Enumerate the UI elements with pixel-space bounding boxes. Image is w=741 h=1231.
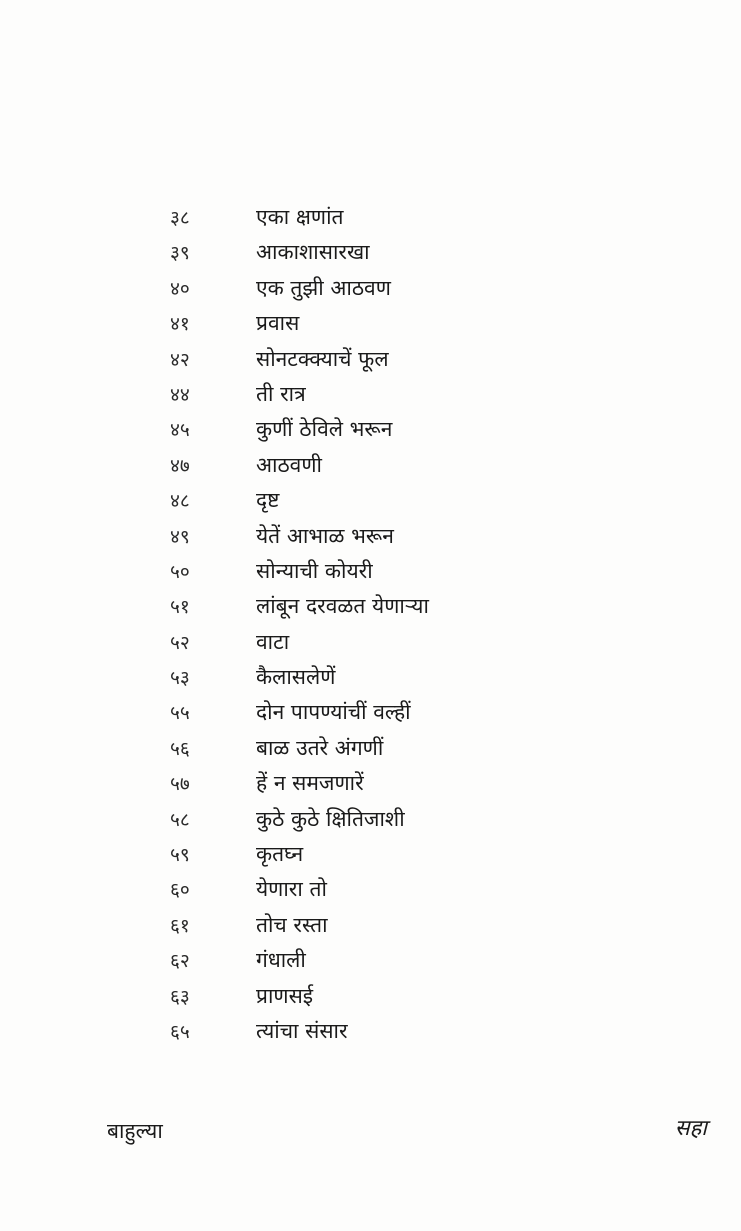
toc-page-number: ३९: [170, 242, 190, 265]
toc-entry: [170, 554, 650, 589]
toc-title: कुठे कुठे क्षितिजाशी: [256, 806, 405, 831]
toc-entry: [170, 837, 650, 872]
toc-entry: [170, 979, 650, 1014]
toc-entry: [170, 908, 650, 943]
toc-title: येतें आभाळ भरून: [256, 523, 394, 548]
toc-title: हें न समजणारें: [256, 771, 364, 796]
toc-page-number: ५५: [170, 702, 190, 725]
toc-page-number: ६५: [170, 1020, 190, 1043]
toc-entry: [170, 589, 650, 624]
footer-book-title: बाहुल्या: [107, 1119, 163, 1143]
toc-page-number: ५३: [170, 667, 190, 690]
toc-title: त्यांचा संसार: [256, 1018, 348, 1043]
toc-page-number: ६१: [170, 914, 190, 937]
toc-entry: [170, 660, 650, 695]
toc-entry: [170, 200, 650, 235]
toc-page-number: ५८: [170, 808, 190, 831]
toc-page-number: ४०: [170, 277, 190, 300]
toc-page-number: ५१: [170, 596, 190, 619]
toc-page-number: ५२: [170, 631, 190, 654]
toc-title: सोनटक्क्याचें फूल: [256, 346, 389, 371]
toc-entry: [170, 1014, 650, 1049]
toc-entry: [170, 483, 650, 518]
toc-page-number: ५०: [170, 560, 190, 583]
toc-title: दोन पापण्यांचीं वल्हीं: [256, 700, 411, 725]
toc-page-number: ४८: [170, 490, 190, 513]
toc-entry: [170, 731, 650, 766]
toc-page-number: ६३: [170, 985, 190, 1008]
toc-entry: [170, 943, 650, 978]
toc-title: येणारा तो: [256, 877, 327, 902]
toc-entry: [170, 306, 650, 341]
toc-title: दृष्ट: [256, 488, 280, 513]
table-of-contents: [170, 200, 650, 1049]
toc-page-number: ५९: [170, 844, 190, 867]
toc-title: बाळ उतरे अंगणीं: [256, 735, 384, 760]
toc-title: प्राणसई: [256, 983, 314, 1008]
toc-title: कृतघ्न: [256, 842, 304, 867]
footer-page-label: सहा: [674, 1116, 707, 1141]
toc-entry: [170, 377, 650, 412]
toc-entry: [170, 448, 650, 483]
toc-title: एका क्षणांत: [256, 205, 344, 229]
toc-entry: [170, 519, 650, 554]
toc-page-number: ४१: [170, 313, 190, 336]
toc-page-number: ४४: [170, 383, 190, 406]
toc-entry: [170, 342, 650, 377]
toc-entry: [170, 695, 650, 730]
toc-title: कुणीं ठेविले भरून: [256, 417, 393, 442]
toc-entry: [170, 766, 650, 801]
toc-page-number: ६०: [170, 879, 190, 902]
toc-title: सोन्याची कोयरी: [256, 558, 373, 583]
toc-page-number: ६२: [170, 950, 190, 973]
toc-title: ती रात्र: [256, 381, 306, 406]
toc-entry: [170, 872, 650, 907]
toc-page-number: ५७: [170, 773, 190, 796]
toc-page-number: ४९: [170, 525, 190, 548]
toc-entry: [170, 271, 650, 306]
toc-page-number: ४५: [170, 419, 190, 442]
toc-title: वाटा: [256, 629, 290, 654]
toc-entry: [170, 625, 650, 660]
toc-title: आठवणी: [256, 452, 322, 477]
toc-title: लांबून दरवळत येणाऱ्या: [256, 594, 429, 619]
toc-page-number: ४२: [170, 348, 190, 371]
toc-title: तोच रस्ता: [256, 912, 328, 937]
toc-title: आकाशासारखा: [256, 240, 370, 265]
toc-page-number: ५६: [170, 737, 190, 760]
toc-title: गंधाली: [256, 948, 306, 973]
toc-page-number: ३८: [170, 207, 190, 229]
toc-entry: [170, 412, 650, 447]
toc-entry: [170, 235, 650, 270]
toc-title: एक तुझी आठवण: [256, 275, 391, 300]
toc-title: कैलासलेणें: [256, 665, 336, 690]
toc-entry: [170, 802, 650, 837]
toc-page-number: ४७: [170, 454, 190, 477]
toc-title: प्रवास: [256, 311, 300, 336]
